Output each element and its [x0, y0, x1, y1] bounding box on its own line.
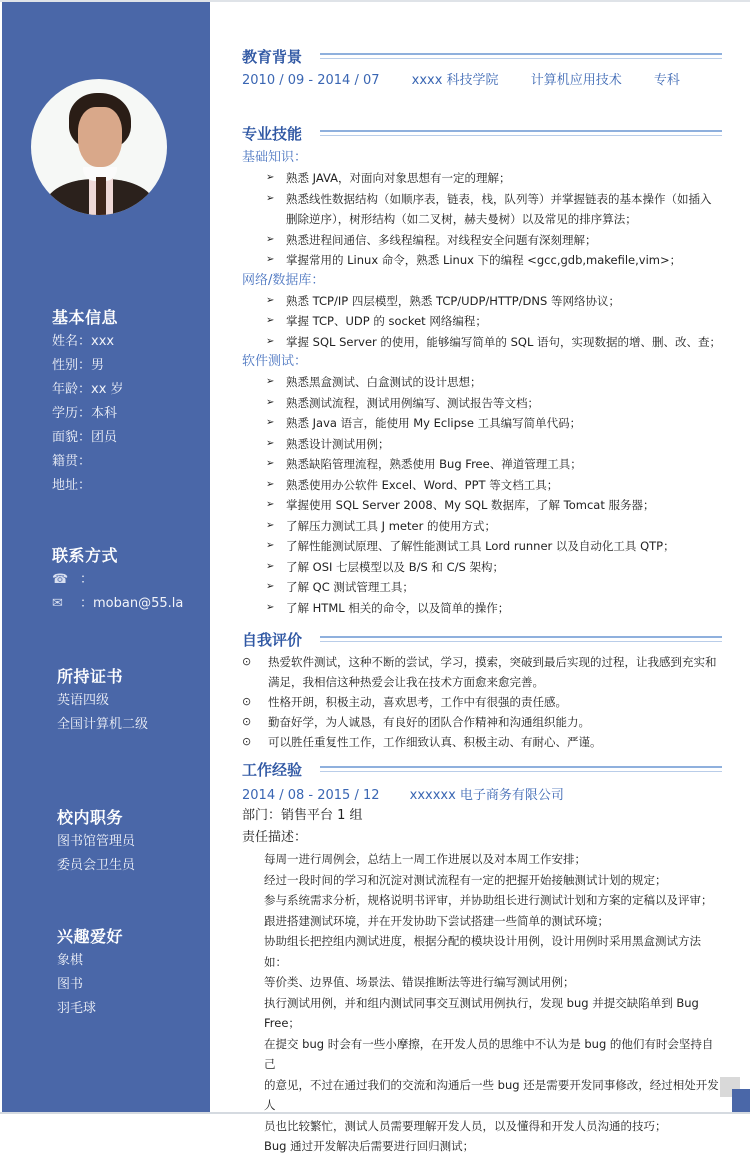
hobby-item: 象棋 [57, 953, 84, 968]
photo-tie [96, 177, 106, 215]
skill-item: ➢ 熟悉使用办公软件 Excel、Word、PPT 等文档工具； [242, 475, 722, 496]
skill-item: ➢ 掌握 SQL Server 的使用，能够编写简单的 SQL 语句，实现数据的增、删、改、查； [242, 332, 722, 353]
education-header [242, 45, 722, 67]
skills-network-list [242, 291, 722, 353]
certificate-item: 全国计算机二级 [57, 717, 149, 732]
skill-item: ➢ 了解 QC 测试管理工具； [242, 577, 722, 598]
skills-title: 专业技能 [242, 124, 303, 143]
skill-item: ➢ 了解 OSI 七层模型以及 B/S 和 C/S 架构； [242, 557, 722, 578]
education-period: 2010 / 09 - 2014 / 07 [242, 73, 380, 88]
education-major: 计算机应用技术 [530, 73, 622, 88]
skills-header [242, 122, 722, 144]
certificates-title: 所持证书 [57, 667, 124, 686]
basic-info-education: 学历：本科 [52, 406, 118, 421]
work-desc-label: 责任描述： [242, 830, 308, 845]
desc-line: 跟进搭建测试环境，并在开发协助下尝试搭建一些简单的测试环境； [264, 913, 609, 928]
work-title: 工作经验 [242, 760, 303, 779]
profile-photo [31, 79, 167, 215]
skill-item: ➢ 熟悉设计测试用例； [242, 434, 722, 455]
basic-info-age: 年龄：xx 岁 [52, 382, 124, 397]
skill-item: ➢ 掌握使用 SQL Server 2008、My SQL 数据库，了解 Tomcat 服务器； [242, 495, 722, 516]
desc-line: Bug 通过开发解决后需要进行回归测试； [264, 1139, 475, 1153]
education-school: xxxx 科技学院 [411, 73, 499, 88]
sidebar [2, 2, 210, 1114]
basic-info-name: 姓名：xxx [52, 334, 115, 349]
section-divider [320, 766, 722, 772]
hobbies-title: 兴趣爱好 [57, 927, 124, 946]
work-company: xxxxxx 电子商务有限公司 [409, 788, 564, 803]
basic-info-political-status: 面貌：团员 [52, 430, 118, 445]
mail-icon: ✉ [52, 596, 63, 611]
education-title: 教育背景 [242, 47, 303, 66]
campus-roles-title: 校内职务 [57, 808, 124, 827]
skill-item: ➢ 掌握 TCP、UDP 的 socket 网络编程； [242, 311, 722, 332]
section-divider [320, 130, 722, 136]
work-row [242, 784, 722, 803]
skills-group-label: 软件测试： [242, 354, 308, 369]
skills-group-label: 基础知识： [242, 150, 308, 165]
basic-info-section [52, 305, 124, 498]
contact-section [52, 543, 183, 616]
hobby-item: 图书 [57, 977, 84, 992]
section-divider [320, 636, 722, 642]
desc-line: 参与系统需求分析，规格说明书评审，并协助组长进行测试计划和方案的定稿以及评审； [264, 893, 713, 907]
skill-item: ➢ 熟悉线性数据结构（如顺序表，链表，栈，队列等）并掌握链表的基本操作（如插入删除逆序），树形结构（如二叉树，赫夫曼树）以及常见的排序算法； [242, 189, 722, 230]
skill-item: ➢ 了解 HTML 相关的命令，以及简单的操作； [242, 598, 722, 619]
certificates-section [57, 664, 148, 737]
self-evaluation-list [242, 652, 722, 752]
desc-line: 在提交 bug 时会有一些小摩擦，在开发人员的思维中不认为是 bug 的他们有时会坚持自己 [264, 1036, 714, 1071]
phone-value: ： [80, 572, 94, 587]
work-description [242, 849, 722, 1157]
contact-title: 联系方式 [52, 546, 119, 565]
phone-icon: ☎ [52, 572, 69, 587]
basic-info-title: 基本信息 [52, 308, 119, 327]
basic-info-gender: 性别：男 [52, 358, 105, 373]
evaluation-item: ⊙ 性格开朗，积极主动，喜欢思考，工作中有很强的责任感。 [242, 692, 722, 712]
skill-item: ➢ 熟悉测试流程，测试用例编写、测试报告等文档； [242, 393, 722, 414]
contact-email [52, 592, 183, 616]
skill-item: ➢ 了解性能测试原理、了解性能测试工具 Lord runner 以及自动化工具 QTP； [242, 536, 722, 557]
work-section [242, 758, 722, 1157]
evaluation-item: ⊙ 可以胜任重复性工作，工作细致认真、积极主动、有耐心、严谨。 [242, 732, 722, 752]
work-department: 部门：销售平台 1 组 [242, 808, 363, 823]
skill-item: ➢ 熟悉 Java 语言，能使用 My Eclipse 工具编写简单代码； [242, 413, 722, 434]
section-divider [320, 53, 722, 59]
evaluation-item: ⊙ 热爱软件测试，这种不断的尝试，学习，摸索，突破到最后实现的过程，让我感到充实和满足，我相信这种热爱会让我在技术方面愈来愈完善。 [242, 652, 722, 692]
self-evaluation-title: 自我评价 [242, 630, 303, 649]
hobby-item: 羽毛球 [57, 1001, 97, 1016]
photo-face [78, 107, 122, 167]
skill-item: ➢ 熟悉缺陷管理流程，熟悉使用 Bug Free、禅道管理工具； [242, 454, 722, 475]
certificate-item: 英语四级 [57, 693, 110, 708]
skill-item: ➢ 熟悉 JAVA，对面向对象思想有一定的理解； [242, 168, 722, 189]
skill-item: ➢ 了解压力测试工具 J meter 的使用方式； [242, 516, 722, 537]
skill-item: ➢ 掌握常用的 Linux 命令，熟悉 Linux 下的编程 <gcc,gdb,makefile,vim>； [242, 250, 722, 271]
work-header [242, 758, 722, 780]
hobbies-section [57, 924, 123, 1021]
self-evaluation-header [242, 628, 722, 650]
desc-line: 等价类、边界值、场景法、错误推断法等进行编写测试用例； [264, 975, 575, 989]
desc-line: 执行测试用例，并和组内测试同事交互测试用例执行，发现 bug 并提交缺陷单到 Bug Free； [264, 995, 699, 1030]
skill-item: ➢ 熟悉黑盒测试、白盒测试的设计思想； [242, 372, 722, 393]
campus-roles-section [57, 805, 135, 878]
desc-line: 的意见，不过在通过我们的交流和沟通后一些 bug 还是需要开发同事修改，经过相处开发人 [264, 1077, 719, 1112]
skills-section [242, 122, 722, 618]
campus-role-item: 委员会卫生员 [57, 858, 136, 873]
desc-line: 协助组长把控组内测试进度，根据分配的模块设计用例，设计用例时采用黑盒测试方法如： [264, 934, 701, 969]
skills-testing-list [242, 372, 722, 618]
skill-item: ➢ 熟悉 TCP/IP 四层模型，熟悉 TCP/UDP/HTTP/DNS 等网络协议； [242, 291, 722, 312]
work-period: 2014 / 08 - 2015 / 12 [242, 788, 380, 803]
basic-info-address: 地址： [52, 478, 92, 493]
desc-line: 员也比较繁忙，测试人员需要理解开发人员，以及懂得和开发人员沟通的技巧； [264, 1118, 667, 1133]
campus-role-item: 图书馆管理员 [57, 834, 136, 849]
email-value[interactable]: ：moban@55.la [80, 596, 184, 611]
basic-info-hometown: 籍贯： [52, 454, 92, 469]
skills-group-label: 网络/数据库： [242, 272, 325, 288]
desc-line: 经过一段时间的学习和沉淀对测试流程有一定的把握开始接触测试计划的规定； [264, 872, 667, 887]
desc-line: 每周一进行周例会，总结上一周工作进展以及对本周工作安排； [264, 852, 586, 866]
skill-item: ➢ 熟悉进程间通信、多线程编程。对线程安全问题有深刻理解； [242, 230, 722, 251]
contact-phone [52, 568, 183, 592]
evaluation-item: ⊙ 勤奋好学，为人诚恳，有良好的团队合作精神和沟通组织能力。 [242, 712, 722, 732]
education-degree: 专科 [653, 73, 680, 88]
skills-basic-list [242, 168, 722, 271]
corner-decoration-blue [732, 1089, 750, 1112]
education-section [242, 45, 722, 88]
education-row [242, 69, 722, 88]
self-evaluation-section [242, 628, 722, 752]
